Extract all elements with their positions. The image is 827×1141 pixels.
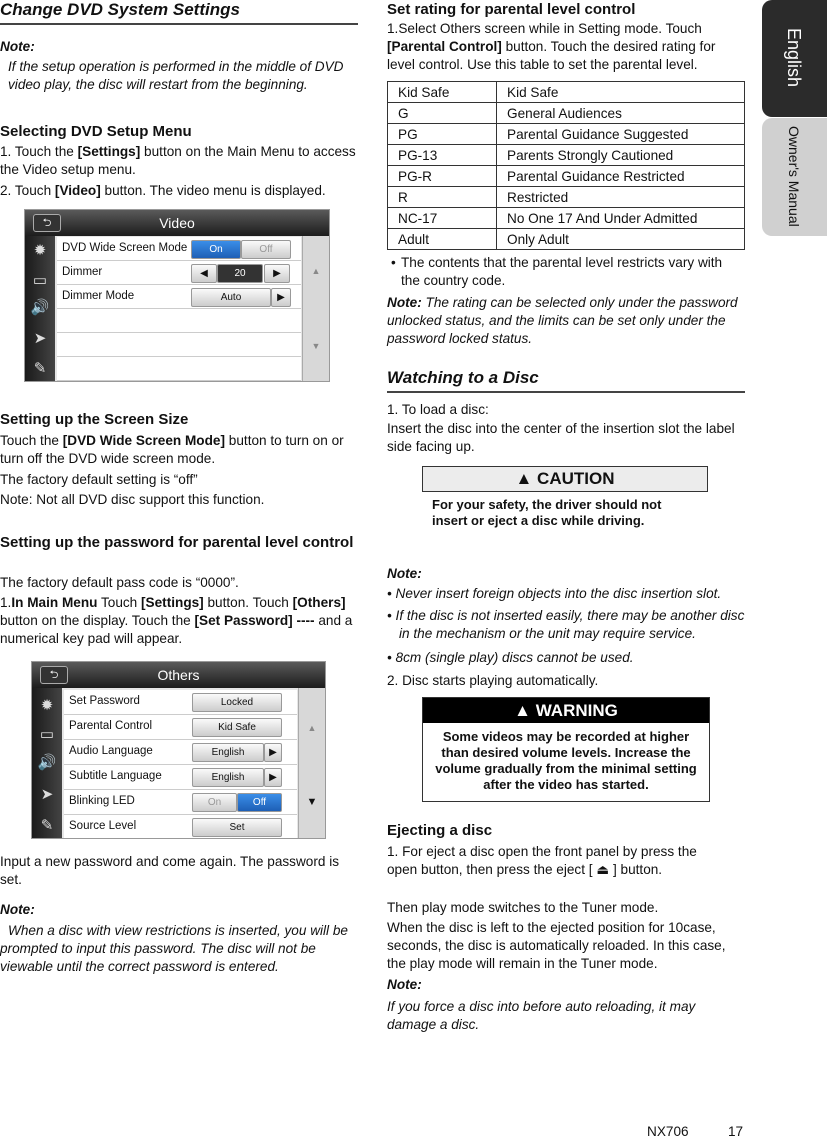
rating-row bbox=[388, 103, 745, 124]
footer-model: NX706 bbox=[647, 1124, 689, 1139]
rating-description: Parents Strongly Cautioned bbox=[497, 145, 745, 166]
video-title-bar bbox=[25, 210, 329, 236]
step2-a: 2. Touch bbox=[0, 183, 55, 198]
tab-english bbox=[762, 0, 827, 117]
others-side-bar bbox=[32, 688, 62, 838]
subtitle-language-value[interactable]: English bbox=[192, 768, 264, 787]
audio-language-arrow[interactable]: ▶ bbox=[264, 743, 282, 762]
caution-title: CAUTION bbox=[537, 469, 615, 488]
gear-icon[interactable]: ✹ bbox=[33, 242, 47, 259]
set-password-value[interactable]: Locked bbox=[192, 693, 282, 712]
video-row-dimmer[interactable] bbox=[57, 261, 301, 285]
eject-b: ] button. bbox=[609, 862, 663, 877]
warning-triangle-icon: ▲ bbox=[515, 469, 533, 488]
rating-description: Kid Safe bbox=[497, 82, 745, 103]
rating-code: PG bbox=[388, 124, 497, 145]
warning-title: WARNING bbox=[535, 701, 618, 720]
pw-a: 1. bbox=[0, 595, 12, 610]
heading-rating: Set rating for parental level control bbox=[387, 1, 636, 18]
pw-i: and a numerical key pad will appear. bbox=[0, 613, 353, 646]
rating-description: Restricted bbox=[497, 187, 745, 208]
blinking-led-on-button[interactable]: On bbox=[192, 793, 237, 812]
rating-code: PG-13 bbox=[388, 145, 497, 166]
heading-password: Setting up the password for parental level control bbox=[0, 534, 354, 551]
wrench-icon[interactable]: ✎ bbox=[33, 360, 47, 377]
wide-screen-label: DVD Wide Screen Mode bbox=[62, 242, 188, 254]
rating-row bbox=[388, 145, 745, 166]
rating-row bbox=[388, 82, 745, 103]
back-icon[interactable]: ⮌ bbox=[33, 214, 61, 232]
source-level-value[interactable]: Set bbox=[192, 818, 282, 837]
rating-description: Parental Guidance Suggested bbox=[497, 124, 745, 145]
watch-step2: 2. Disc starts playing automatically. bbox=[387, 673, 599, 688]
rating-code: Kid Safe bbox=[388, 82, 497, 103]
screen-p1-a: Touch the bbox=[0, 433, 63, 448]
parental-control-label: Parental Control bbox=[69, 720, 153, 732]
rating-description: No One 17 And Under Admitted bbox=[497, 208, 745, 229]
wide-screen-off-button[interactable]: Off bbox=[241, 240, 291, 259]
step2-text bbox=[0, 182, 358, 200]
others-scrollbar[interactable] bbox=[298, 688, 325, 838]
subtitle-language-label: Subtitle Language bbox=[69, 770, 162, 782]
dimmer-mode-label: Dimmer Mode bbox=[62, 290, 135, 302]
tab-english-label: English bbox=[784, 28, 804, 88]
others-row-audio-language[interactable] bbox=[64, 740, 297, 765]
footer-page: 17 bbox=[728, 1124, 744, 1139]
others-row-parental-control[interactable] bbox=[64, 715, 297, 740]
rating-c: button. Touch the desired rating for level control. Use this table to set the parental level. bbox=[387, 39, 716, 72]
section-title-watching: Watching to a Disc bbox=[387, 368, 745, 393]
source-level-label: Source Level bbox=[69, 820, 137, 832]
screen-p1-c: button to turn on or turn off the DVD wide screen mode. bbox=[0, 433, 344, 466]
subtitle-language-arrow[interactable]: ▶ bbox=[264, 768, 282, 787]
others-row-source-level[interactable] bbox=[64, 815, 297, 839]
speaker-icon[interactable]: 🔊 bbox=[37, 754, 57, 771]
warning-text: Some videos may be recorded at higher than desired volume levels. Increase the volume gradually from the minimal setting after the video has started. bbox=[435, 729, 697, 792]
wrench-icon[interactable]: ✎ bbox=[40, 817, 54, 834]
blinking-led-label: Blinking LED bbox=[69, 795, 135, 807]
others-row-subtitle-language[interactable] bbox=[64, 765, 297, 790]
rating-row bbox=[388, 208, 745, 229]
step1-a: 1. Touch the bbox=[0, 144, 78, 159]
warning-box bbox=[422, 697, 710, 802]
audio-language-label: Audio Language bbox=[69, 745, 153, 757]
step1-b: [Settings] bbox=[77, 144, 141, 159]
note-label: Note: bbox=[0, 39, 35, 54]
video-row-wide-screen[interactable] bbox=[57, 237, 301, 261]
screen-p1-b: [DVD Wide Screen Mode] bbox=[62, 433, 226, 448]
bullet-text: The contents that the parental level restricts vary with the country code. bbox=[401, 255, 723, 288]
eject-p3: When the disc is left to the ejected position for 10case, seconds, the disc is automatically reloaded. In this case, the play mode will remain in the Tuner mode. bbox=[387, 920, 726, 971]
caution-text: For your safety, the driver should not insert or eject a disc while driving. bbox=[432, 497, 662, 528]
note3-label: Note: bbox=[387, 977, 422, 992]
video-scrollbar[interactable] bbox=[302, 236, 329, 381]
video-side-bar bbox=[25, 236, 55, 381]
watch-step1-text: Insert the disc into the center of the insertion slot the label side facing up. bbox=[387, 421, 735, 454]
navigation-icon[interactable]: ➤ bbox=[40, 786, 54, 803]
video-row-empty-3 bbox=[57, 357, 301, 381]
rating-code: R bbox=[388, 187, 497, 208]
others-row-set-password[interactable] bbox=[64, 690, 297, 715]
note2-item-1: • Never insert foreign objects into the disc insertion slot. bbox=[387, 586, 722, 601]
caution-header bbox=[422, 466, 708, 492]
screen-size-text bbox=[0, 432, 358, 468]
step2-c: button. The video menu is displayed. bbox=[100, 183, 326, 198]
password-step-text bbox=[0, 594, 358, 648]
video-row-dimmer-mode[interactable] bbox=[57, 285, 301, 309]
set-password-label: Set Password bbox=[69, 695, 140, 707]
rating-code: G bbox=[388, 103, 497, 124]
dimmer-decrease-button[interactable]: ◀ bbox=[191, 264, 217, 283]
watch-step1: 1. To load a disc: bbox=[387, 402, 489, 417]
display-icon[interactable]: ▭ bbox=[32, 272, 48, 289]
heading-eject: Ejecting a disc bbox=[387, 822, 493, 839]
navigation-icon[interactable]: ➤ bbox=[33, 330, 47, 347]
rating-description: Parental Guidance Restricted bbox=[497, 166, 745, 187]
display-icon[interactable]: ▭ bbox=[39, 726, 55, 743]
rating-row bbox=[388, 124, 745, 145]
others-menu-screenshot bbox=[31, 661, 326, 839]
bullet-dot: • bbox=[391, 255, 396, 270]
password-default-text: The factory default pass code is “0000”. bbox=[0, 575, 239, 590]
rating-b: [Parental Control] bbox=[387, 39, 502, 54]
scroll-up-icon[interactable]: ▲ bbox=[307, 723, 317, 733]
eject-step1 bbox=[387, 843, 707, 879]
rating-note bbox=[387, 294, 745, 348]
note-text: If the setup operation is performed in the middle of DVD video play, the disc will restart from the beginning. bbox=[8, 59, 344, 92]
pw-f: [Others] bbox=[292, 595, 346, 610]
step1-text bbox=[0, 143, 358, 179]
audio-language-value[interactable]: English bbox=[192, 743, 264, 762]
rating-note-label: Note: bbox=[387, 295, 422, 310]
dimmer-increase-button[interactable]: ▶ bbox=[264, 264, 290, 283]
heading-screen-size: Setting up the Screen Size bbox=[0, 411, 189, 428]
heading-select-menu: Selecting DVD Setup Menu bbox=[0, 123, 192, 140]
scroll-down-icon[interactable]: ▼ bbox=[311, 341, 321, 351]
warning-header bbox=[423, 698, 709, 723]
pw-c: Touch bbox=[97, 595, 142, 610]
wide-screen-on-button[interactable]: On bbox=[191, 240, 241, 259]
dimmer-mode-value[interactable]: Auto bbox=[191, 288, 271, 307]
rating-code: PG-R bbox=[388, 166, 497, 187]
section-title-dvd-settings: Change DVD System Settings bbox=[0, 0, 358, 25]
note2-label: Note: bbox=[0, 902, 35, 917]
rating-code: Adult bbox=[388, 229, 497, 250]
pw-b: In Main Menu bbox=[11, 595, 98, 610]
step2-b: [Video] bbox=[54, 183, 101, 198]
video-menu-screenshot bbox=[24, 209, 330, 382]
video-screen-title: Video bbox=[159, 215, 195, 231]
note2-text: When a disc with view restrictions is inserted, you will be prompted to input this password. The disc will not be viewable until the correct password is entered. bbox=[0, 923, 348, 974]
parental-control-value[interactable]: Kid Safe bbox=[192, 718, 282, 737]
gear-icon[interactable]: ✹ bbox=[40, 697, 54, 714]
rating-description: General Audiences bbox=[497, 103, 745, 124]
note3-text: If you force a disc into before auto reloading, it may damage a disc. bbox=[387, 999, 696, 1032]
video-row-empty-1 bbox=[57, 309, 301, 333]
rating-note-text: The rating can be selected only under the password unlocked status, and the limits can be set only under the password locked status. bbox=[387, 295, 738, 346]
dimmer-mode-arrow[interactable]: ▶ bbox=[271, 288, 291, 307]
after-password-text: Input a new password and come again. The password is set. bbox=[0, 854, 340, 887]
blinking-led-off-button[interactable]: Off bbox=[237, 793, 282, 812]
note2-item-2: • If the disc is not inserted easily, there may be another disc in the mechanism or the unit may require service. bbox=[387, 608, 745, 641]
note2-label: Note: bbox=[387, 566, 422, 581]
eject-icon: ⏏ bbox=[596, 862, 610, 877]
dimmer-value: 20 bbox=[217, 264, 263, 283]
scroll-up-icon[interactable]: ▲ bbox=[311, 266, 321, 276]
note2-item-3: • 8cm (single play) discs cannot be used. bbox=[387, 650, 634, 665]
pw-g: button on the display. Touch the bbox=[0, 613, 195, 628]
rating-description: Only Adult bbox=[497, 229, 745, 250]
rating-table bbox=[387, 81, 745, 250]
dimmer-label: Dimmer bbox=[62, 266, 103, 278]
rating-row bbox=[388, 229, 745, 250]
others-screen-title: Others bbox=[157, 667, 200, 683]
warning-triangle-icon: ▲ bbox=[514, 701, 531, 720]
scroll-down-icon[interactable]: ▼ bbox=[306, 796, 318, 808]
screen-default-text: The factory default setting is “off” bbox=[0, 472, 198, 487]
pw-e: button. Touch bbox=[203, 595, 293, 610]
tab-owners-manual-label: Owner's Manual bbox=[786, 126, 802, 227]
video-row-empty-2 bbox=[57, 333, 301, 357]
rating-a: 1.Select Others screen while in Setting mode. Touch bbox=[387, 21, 702, 36]
tab-owners-manual bbox=[762, 118, 827, 236]
rating-row bbox=[388, 187, 745, 208]
rating-code: NC-17 bbox=[388, 208, 497, 229]
pw-h: [Set Password] ---- bbox=[194, 613, 315, 628]
others-title-bar bbox=[32, 662, 325, 688]
caution-box bbox=[422, 466, 708, 532]
eject-a: 1. For eject a disc open the front panel by press the open button, then press the eject [ bbox=[387, 844, 697, 877]
step1-c: button on the Main Menu to access the Video setup menu. bbox=[0, 144, 356, 177]
rating-text bbox=[387, 20, 745, 74]
screen-note-text: Note: Not all DVD disc support this function. bbox=[0, 492, 265, 507]
pw-d: [Settings] bbox=[141, 595, 204, 610]
speaker-icon[interactable]: 🔊 bbox=[30, 299, 50, 316]
back-icon[interactable]: ⮌ bbox=[40, 666, 68, 684]
rating-row bbox=[388, 166, 745, 187]
others-row-blinking-led[interactable] bbox=[64, 790, 297, 815]
eject-p2: Then play mode switches to the Tuner mode. bbox=[387, 900, 659, 915]
